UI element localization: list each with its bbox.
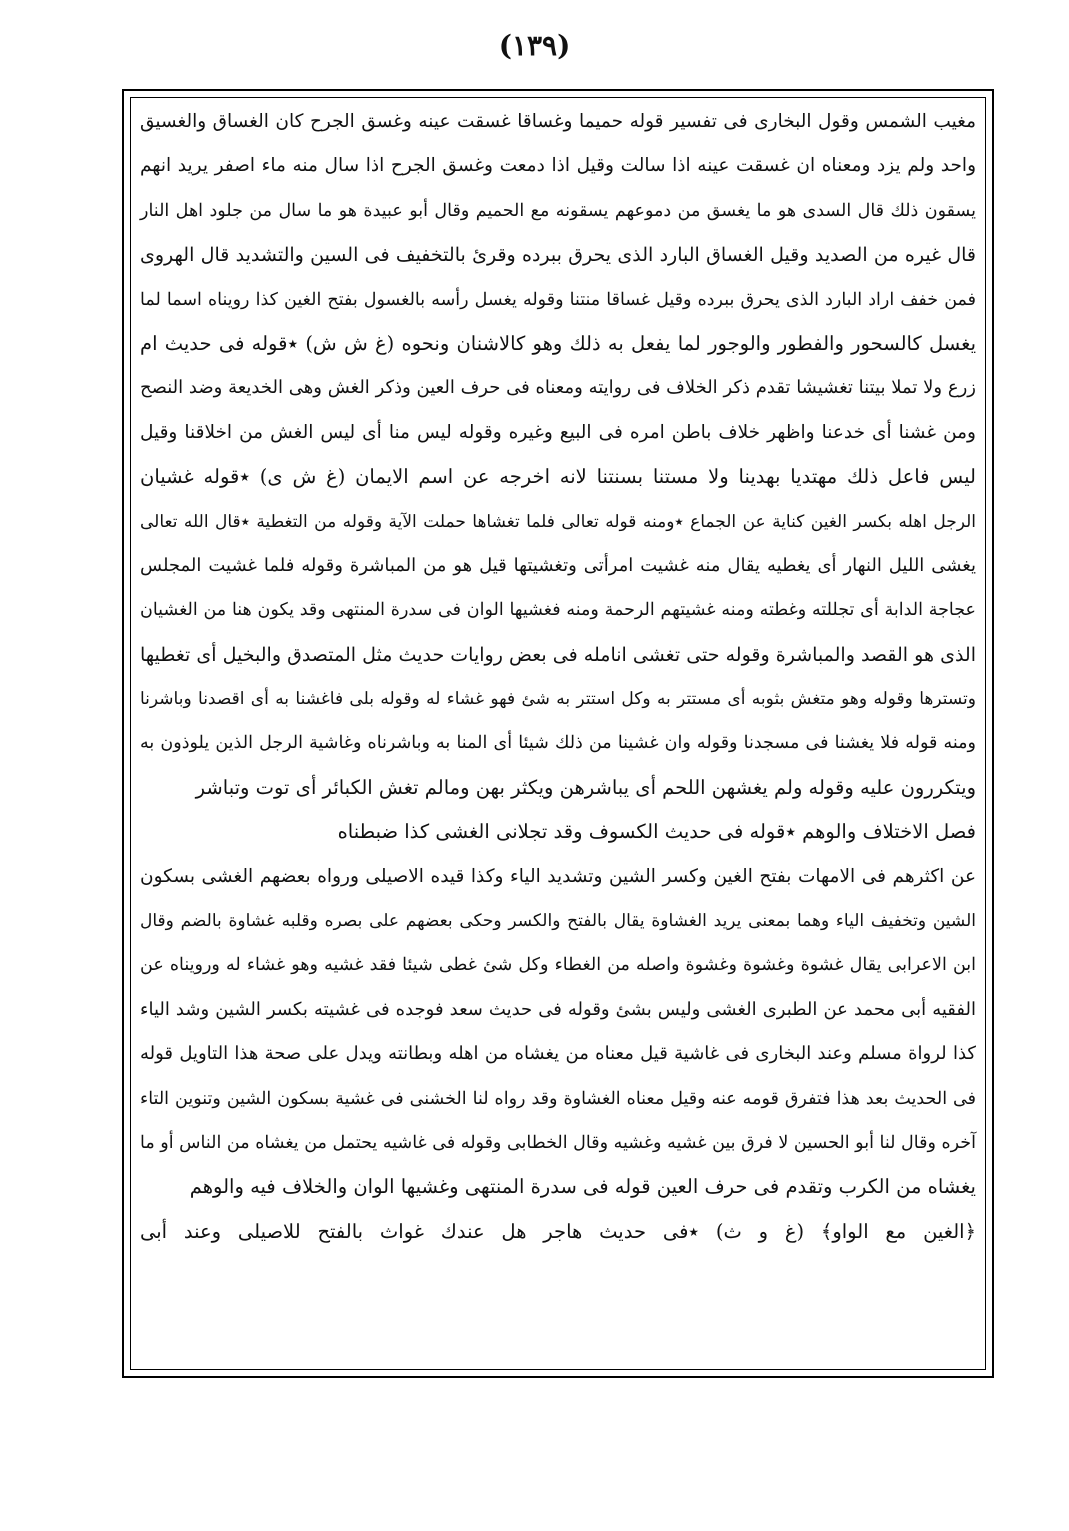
text-line: وتسترها وقوله وهو متغش بثوبه أى مستتر به وكل استتر به شئ فهو غشاء له وقوله بلى فاغشنا به أى اقصدنا وباشرنا bbox=[140, 689, 976, 710]
chapter-heading-line: ﴿الغين مع الواو﴾ (غ و ث) ٭فى حديث هاجر هل عندك غواث بالفتح للاصيلى وعند أبى bbox=[140, 1219, 976, 1243]
page-number: (١٣٩) bbox=[498, 29, 571, 62]
text-line: يسقون ذلك قال السدى هو ما يغسق من دموعهم يسقونه مع الحميم وقال أبو عبيدة هو ما سال من جلود اهل النار bbox=[140, 200, 976, 221]
text-line: الذى هو القصد والمباشرة وقوله حتى تغشى انامله فى بعض روايات حديث مثل المتصدق والبخيل أى تغطيها bbox=[140, 643, 976, 666]
text-body bbox=[138, 100, 978, 1370]
text-line: يغشاه من الكرب وتقدم فى حرف العين قوله فى سدرة المنتهى وغشيها الوان والخلاف فيه والوهم bbox=[189, 1175, 976, 1199]
text-line: واحد ولم يزد ومعناه ان غسقت عينه اذا سالت وقيل اذا دمعت وغسق الجرح اذا سال منه ماء اصفر يريد انهم bbox=[140, 155, 976, 177]
text-line: مغيب الشمس وقول البخارى فى تفسير قوله حميما وغساقا غسقت عينه وغسق الجرح كان الغساق والغسيق bbox=[140, 111, 976, 132]
text-line: ابن الاعرابى يقال غشوة وغشوة وغشوة واصله من الغطاء وكل شئ غطى شيئا فقد غشيه وهو غشاء له ورويناه عن bbox=[140, 955, 976, 976]
text-line: ويتكررون عليه وقوله ولم يغشهن اللحم أى يباشرهن ويكثر بهن ومالم تغش الكبائر أى توت وتباشر bbox=[195, 775, 976, 799]
text-line: عن اكثرهم فى الامهات بفتح الغين وكسر الشين وتشديد الياء وكذا قيده الاصيلى ورواه بعضهم الغشى بسكون bbox=[140, 865, 976, 887]
section-heading-line: فصل الاختلاف والوهم ٭قوله فى حديث الكسوف وقد تجلانى الغشى كذا ضبطناه bbox=[337, 820, 976, 844]
text-line: يغسل كالسحور والفطور والوجور لما يفعل به ذلك وهو كالاشنان ونحوه (غ ش ش) ٭قوله فى حديث ام bbox=[140, 331, 976, 355]
text-line: آخره وقال لنا أبو الحسين لا فرق بين غشيه وغشيه وقال الخطابى وقوله فى غاشيه يحتمل من يغشاه من الناس أو ما bbox=[140, 1132, 976, 1153]
text-line: ومن غشنا أى خدعنا واظهر خلاف باطن امره فى البيع وغيره وقوله ليس منا أى ليس الغش من اخلاقنا وقيل bbox=[140, 421, 976, 443]
text-line: ومنه قوله فلا يغشنا فى مسجدنا وقوله وان غشينا من ذلك شيئا أى المنا به وباشرناه وغاشية الرجل الذين يلوذون به bbox=[140, 733, 976, 754]
text-line: كذا لرواة مسلم وعند البخارى فى غاشية قيل معناه من يغشاه من اهله وبطانته ويدل على صحة هذا التاويل قوله bbox=[140, 1043, 976, 1065]
text-line: فى الحديث بعد هذا فتفرق قومه عنه وقيل معناه الغشاوة وقد رواه لنا الخشنى فى غشية بسكون الشين وتنوين التاء bbox=[140, 1088, 976, 1109]
text-line: الرجل اهله بكسر الغين كناية عن الجماع ٭ومنه قوله تعالى فلما تغشاها حملت الآية وقوله من التغطية ٭قال الله تعالى bbox=[140, 511, 976, 532]
text-line: يغشى الليل النهار أى يغطيه يقال منه غشيت امرأتى وتغشيتها قيل هو من المباشرة وقوله فلما غشيت المجلس bbox=[140, 554, 976, 576]
text-line: فمن خفف اراد البارد الذى يحرق ببرده وقيل غساقا منتنا وقوله يغسل رأسه بالغسول بفتح الغين كذا رويناه اسما لما bbox=[140, 289, 976, 310]
text-line: عجاجة الدابة أى تجللته وغطته ومنه غشيتهم الرحمة ومنه فغشيها الوان فى سدرة المنتهى وقد يكون هنا من الغشيان bbox=[140, 600, 976, 621]
text-line: الفقيه أبى محمد عن الطبرى الغشى وليس بشئ وقوله فى حديث سعد فوجده فى غشيته بكسر الشين وشد الياء bbox=[140, 998, 976, 1020]
text-line: الشين وتخفيف الياء وهما بمعنى يريد الغشاوة يقال بالفتح والكسر وحكى بعضهم على بصره وقلبه غشاوة بالضم وقال bbox=[140, 911, 976, 932]
text-line: ليس فاعل ذلك مهتديا بهدينا ولا مستنا بسنتنا لانه اخرجه عن اسم الايمان (غ ش ى) ٭قوله غشيان bbox=[140, 465, 976, 489]
text-line: قال غيره من الصديد وقيل الغساق البارد الذى يحرق ببرده وقرئ بالتخفيف فى السين والتشديد قال الهروى bbox=[140, 244, 976, 267]
text-line: زرع ولا تملا بيتنا تغشيشا تقدم ذكر الخلاف فى روايته ومعناه فى حرف العين وذكر الغش وهى الخديعة وضد النصح bbox=[140, 377, 976, 399]
